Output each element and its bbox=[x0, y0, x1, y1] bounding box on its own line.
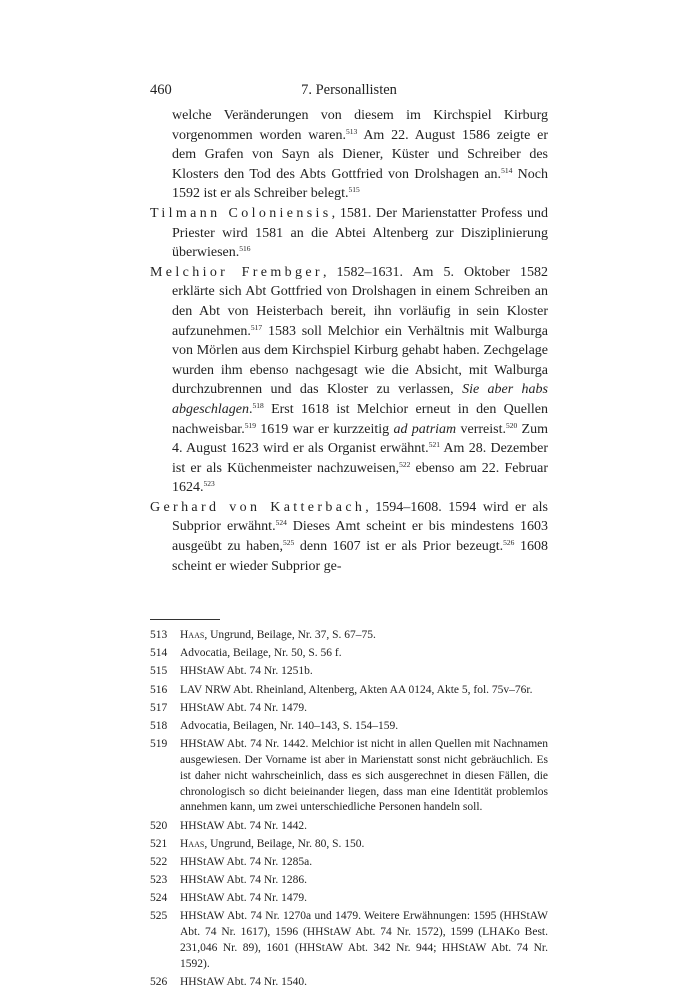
footnote-ref[interactable]: 526 bbox=[503, 538, 515, 548]
footnote bbox=[150, 855, 548, 871]
footnote-text: HHStAW Abt. 74 Nr. 1285a. bbox=[180, 855, 313, 868]
text-run: 1583 soll Melchior ein Verhältnis mit Walburga von Mörlen aus dem Kirchspiel Kirburg gehabt haben. Zechgelage wurden ihm ebenso nachgesagt wie die Absicht, mit Walburga durchzubrennen und das Kloster zu verlassen, bbox=[172, 323, 548, 398]
entry-melchior bbox=[150, 263, 548, 498]
entry-name: Gerhard von Katterbach bbox=[150, 499, 366, 515]
footnote bbox=[150, 837, 548, 853]
entry-tilmann bbox=[150, 204, 548, 263]
italic-phrase: ad patriam bbox=[393, 421, 457, 437]
footnote bbox=[150, 664, 548, 680]
footnote-text: HHStAW Abt. 74 Nr. 1270a und 1479. Weitere Erwähnungen: 1595 (HHStAW Abt. 74 Nr. 1617), 1596 (HHStAW Abt. 74 Nr. 1572), 1599 (LHAKo Best. 231,046 Nr. 89), 1601 (HHStAW Abt. 342 Nr. 944; HHStAW Abt. 74 Nr. 1592). bbox=[180, 910, 548, 970]
footnote-text: HHStAW Abt. 74 Nr. 1286. bbox=[180, 873, 307, 886]
footnote-text: HHStAW Abt. 74 Nr. 1479. bbox=[180, 701, 307, 714]
footnote-text: Advocatia, Beilage, Nr. 50, S. 56 f. bbox=[180, 647, 342, 660]
footnote-ref[interactable]: 519 bbox=[244, 420, 256, 430]
author-smallcaps: Haas bbox=[180, 629, 205, 642]
footnote-ref[interactable]: 523 bbox=[203, 479, 215, 489]
footnote-number: 516 bbox=[150, 683, 168, 696]
text-run: verreist. bbox=[456, 421, 506, 437]
footnote-text: HHStAW Abt. 74 Nr. 1251b. bbox=[180, 665, 313, 678]
book-page bbox=[150, 82, 548, 993]
running-title: 7. Personallisten bbox=[301, 82, 397, 98]
text-run: Dieses Amt scheint er bis mindestens 1603 ausgeübt zu haben, bbox=[172, 519, 548, 555]
entry-name: Melchior Frembger bbox=[150, 264, 323, 280]
footnote bbox=[150, 909, 548, 973]
footnotes bbox=[150, 628, 548, 990]
text-run: . bbox=[248, 401, 253, 417]
footnote-ref[interactable]: 514 bbox=[501, 165, 513, 175]
footnote-ref[interactable]: 524 bbox=[275, 518, 287, 528]
footnote-number: 518 bbox=[150, 719, 168, 732]
text-run: Am 28. Dezember ist er als Küchenmeister nachzuweisen, bbox=[172, 441, 548, 476]
footnote-ref[interactable]: 521 bbox=[428, 440, 440, 450]
footnote-number: 521 bbox=[150, 837, 168, 850]
text-run: 1619 war er kurzzeitig bbox=[255, 421, 394, 437]
text-run: , 1594–1608. 1594 wird er als Subprior erwähnt. bbox=[172, 499, 548, 535]
footnote-number: 513 bbox=[150, 629, 168, 642]
footnote-text: , Ungrund, Beilage, Nr. 37, S. 67–75. bbox=[204, 629, 376, 642]
text-run: Am 22. August 1586 zeigte er dem Grafen von Sayn als Diener, Küster und Schreiber des Klosters den Tod des Abts Gottfried von Drolshagen an. bbox=[172, 127, 549, 182]
footnote-ref[interactable]: 513 bbox=[346, 126, 358, 136]
footnote-number: 517 bbox=[150, 701, 168, 714]
footnote bbox=[150, 873, 548, 889]
footnote-ref[interactable]: 517 bbox=[250, 322, 263, 332]
footnote-text: HHStAW Abt. 74 Nr. 1540. bbox=[180, 975, 307, 988]
entry-name: Tilmann Coloniensis bbox=[150, 205, 332, 221]
footnote-number: 514 bbox=[150, 647, 168, 660]
footnote-separator bbox=[150, 619, 220, 620]
footnote-number: 522 bbox=[150, 855, 168, 868]
page-number: 460 bbox=[150, 82, 172, 98]
footnote bbox=[150, 683, 548, 699]
footnote bbox=[150, 628, 548, 644]
footnote-ref[interactable]: 520 bbox=[505, 420, 518, 430]
footnote-ref[interactable]: 525 bbox=[283, 538, 295, 548]
footnote-ref[interactable]: 522 bbox=[399, 459, 411, 469]
text-run: , 1582–1631. Am 5. Oktober 1582 erklärte sich Abt Gottfried von Drolshagen in einem Schreiben an den Abt von Heisterbach bereit, ihn vorläufig in sein Kloster aufzunehmen. bbox=[172, 264, 548, 339]
text-run: , 1581. Der Marienstatter Profess und Priester wird 1581 an die Abtei Altenberg zur Disziplinierung überwiesen. bbox=[172, 205, 548, 261]
footnote bbox=[150, 891, 548, 907]
footnote-text: HHStAW Abt. 74 Nr. 1479. bbox=[180, 891, 307, 904]
footnote-text: HHStAW Abt. 74 Nr. 1442. bbox=[180, 819, 307, 832]
footnote bbox=[150, 646, 548, 662]
page-header bbox=[150, 82, 548, 106]
footnote-ref[interactable]: 518 bbox=[252, 400, 264, 410]
footnote bbox=[150, 701, 548, 717]
text-run: 1608 scheint er wieder Subprior ge- bbox=[172, 539, 548, 574]
footnote-number: 523 bbox=[150, 873, 168, 886]
footnote-ref[interactable]: 515 bbox=[348, 185, 360, 195]
footnote-number: 524 bbox=[150, 891, 168, 904]
footnote-number: 519 bbox=[150, 737, 168, 750]
main-text bbox=[150, 106, 548, 576]
footnote-text: Advocatia, Beilagen, Nr. 140–143, S. 154–159. bbox=[180, 719, 399, 732]
footnote-text: , Ungrund, Beilage, Nr. 80, S. 150. bbox=[204, 837, 365, 850]
footnote-ref[interactable]: 516 bbox=[239, 244, 251, 254]
footnote-number: 520 bbox=[150, 819, 168, 832]
paragraph-continued bbox=[150, 106, 548, 204]
footnote-text: HHStAW Abt. 74 Nr. 1442. Melchior ist nicht in allen Quellen mit Nachnamen ausgewiesen. Der Vorname ist aber in Marienstatt sonst nicht gebräuchlich. Es ist daher nicht wahrscheinlich, dass es sich ausgerechnet in diesen Fällen, die chronologisch so dicht beieinander liegen, dass man eine Identität problemlos annehmen kann, um zwei unterschiedliche Personen handeln soll. bbox=[180, 737, 548, 814]
footnote bbox=[150, 737, 548, 817]
footnote-number: 525 bbox=[150, 910, 168, 922]
footnote-text: LAV NRW Abt. Rheinland, Altenberg, Akten AA 0124, Akte 5, fol. 75v–76r. bbox=[180, 683, 533, 696]
author-smallcaps: Haas bbox=[180, 837, 205, 850]
footnote bbox=[150, 819, 548, 835]
text-run: ebenso am 22. Februar 1624. bbox=[172, 460, 548, 496]
entry-gerhard bbox=[150, 498, 548, 576]
text-run: welche Veränderungen von diesem im Kirchspiel Kirburg vorgenommen worden waren. bbox=[172, 108, 548, 143]
italic-quote: Sie aber habs abgeschlagen bbox=[172, 382, 549, 417]
footnote bbox=[150, 719, 548, 735]
text-run: Zum 4. August 1623 wird er als Organist erwähnt. bbox=[172, 421, 548, 457]
text-run: denn 1607 ist er als Prior bezeugt. bbox=[294, 539, 504, 555]
footnote bbox=[150, 975, 548, 991]
text-run: Noch 1592 ist er als Schreiber belegt. bbox=[172, 166, 549, 202]
text-run: Erst 1618 ist Melchior erneut in den Quellen nachweisbar. bbox=[172, 401, 548, 437]
footnote-number: 515 bbox=[150, 665, 168, 678]
footnote-number: 526 bbox=[150, 975, 168, 988]
